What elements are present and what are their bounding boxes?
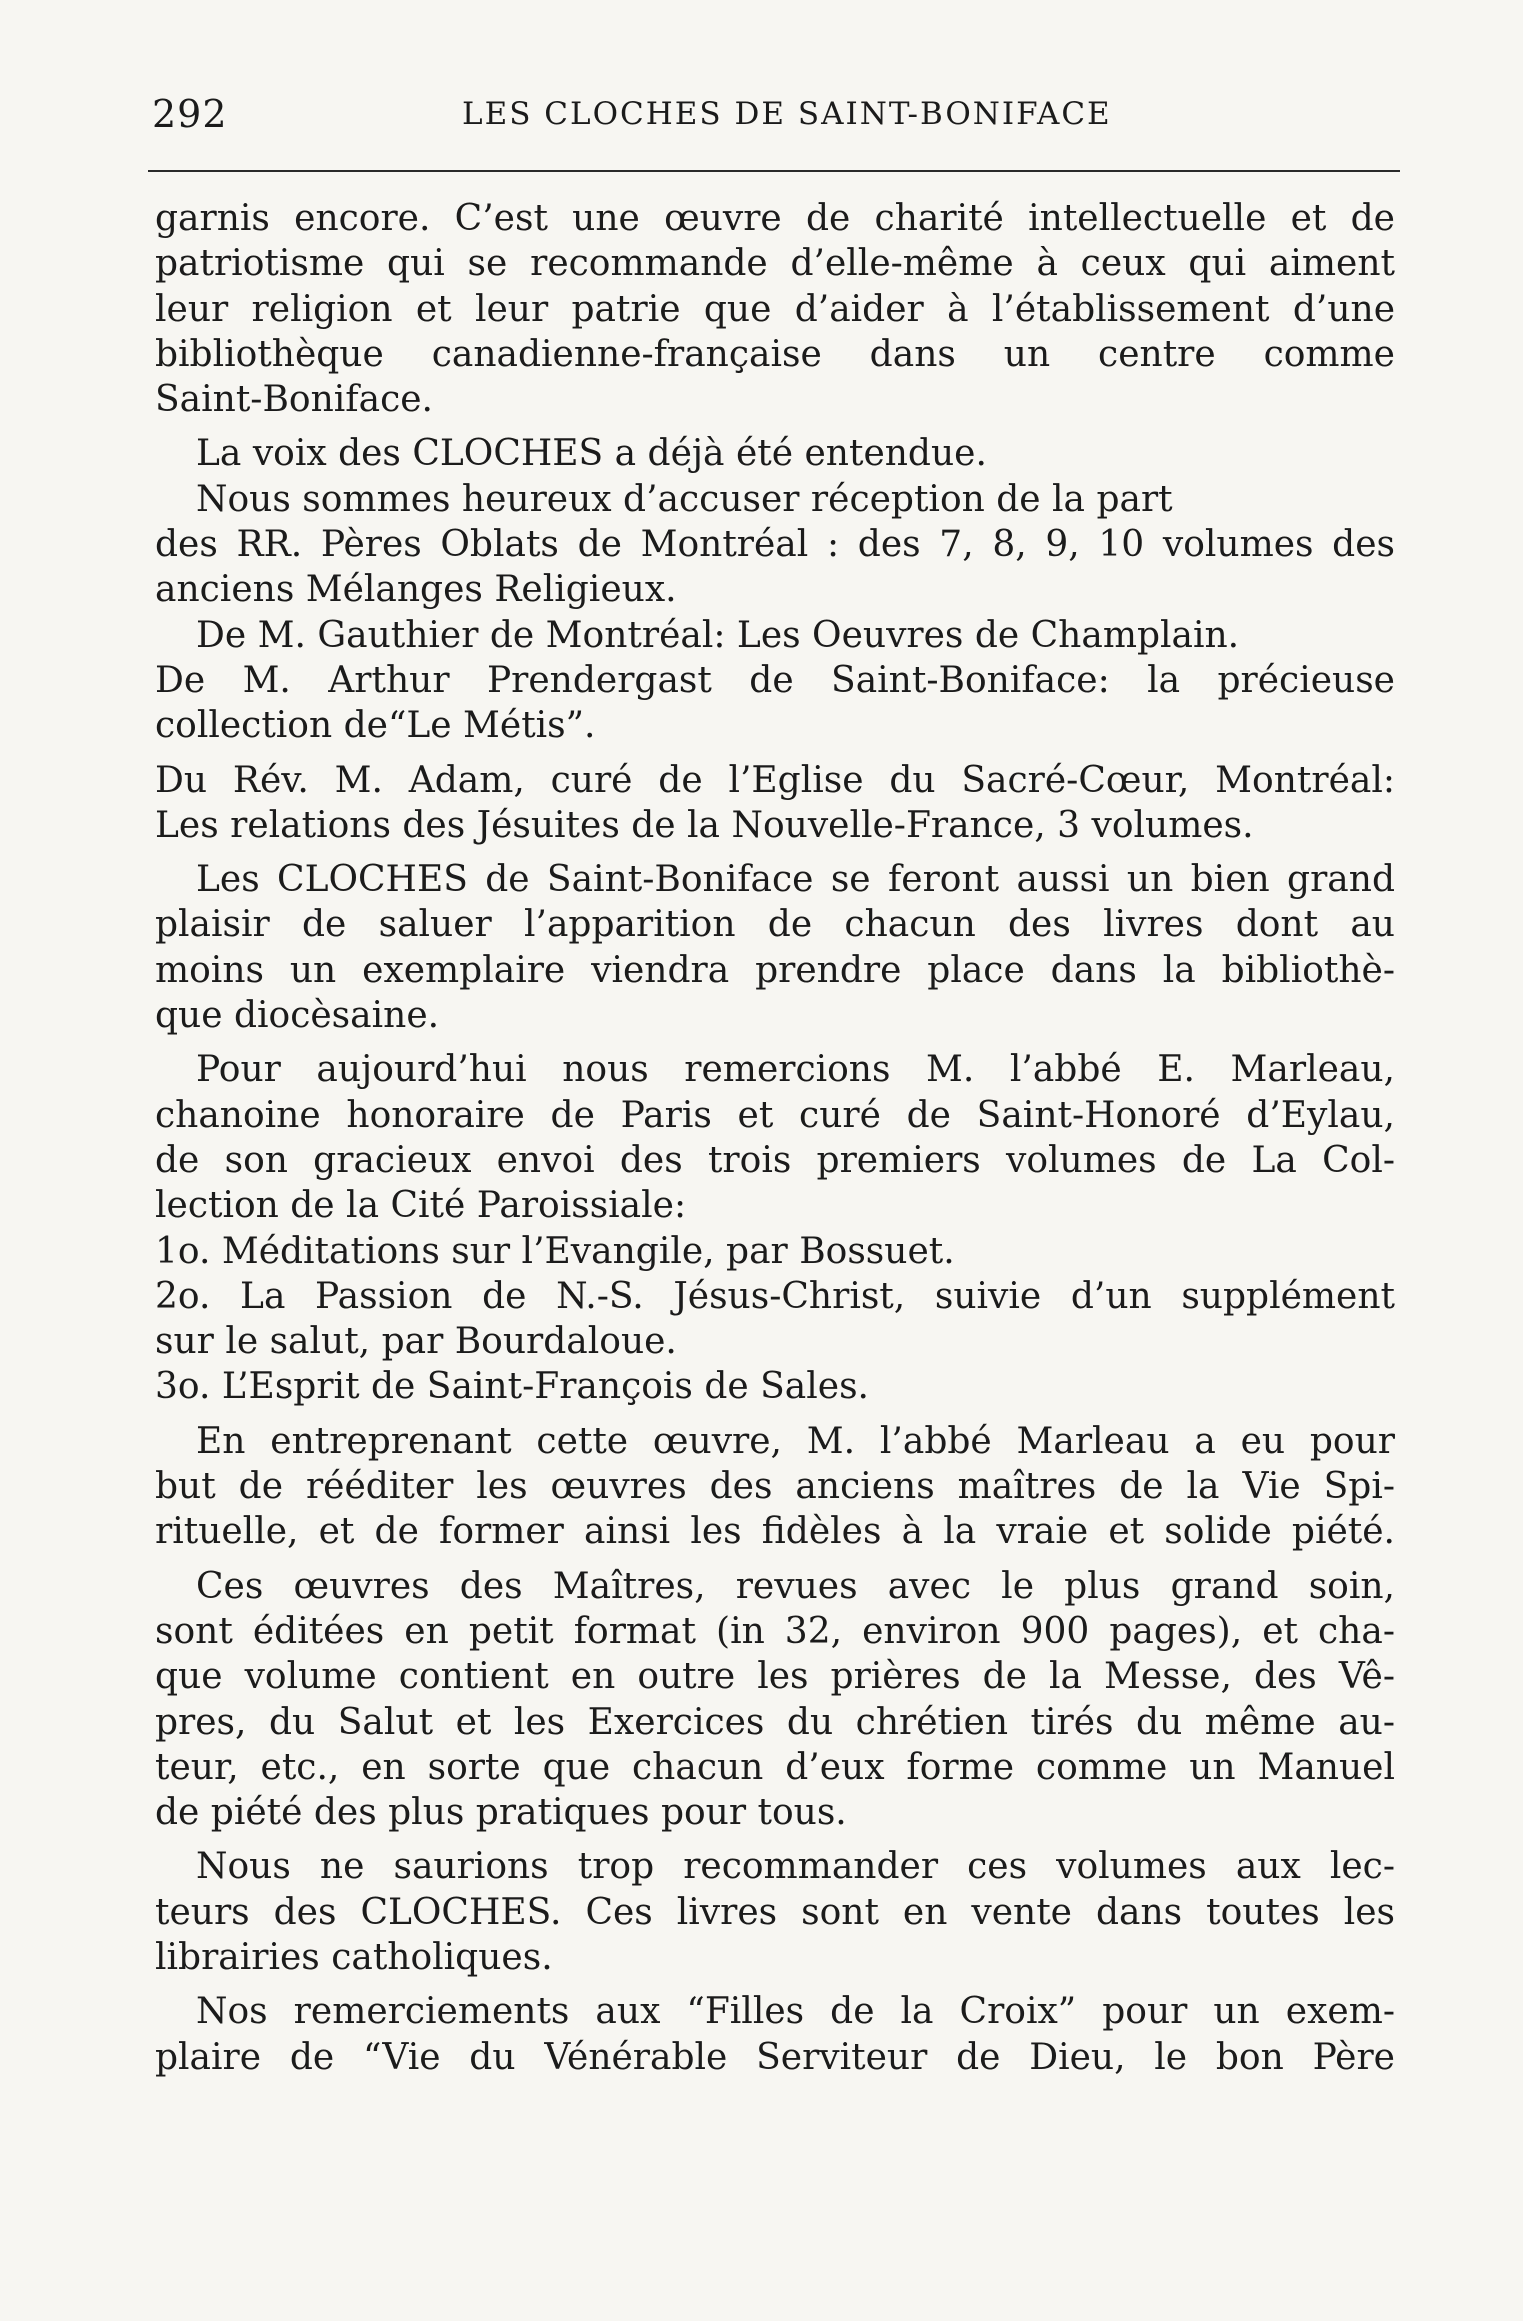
text-line: De M. Gauthier de Montréal: Les Oeuvres de Champlain. [196,614,1240,656]
page-number: 292 [152,92,228,136]
text-line: que diocèsaine. [155,995,440,1037]
text-line: plaire de “Vie du Vénérable Serviteur de Dieu, le bon Père [155,2036,1395,2078]
list-item: 1o. Méditations sur l’Evangile, par Bossuet. [155,1230,955,1272]
page-header [152,92,1400,142]
text-line: lection de la Cité Paroissiale: [155,1185,687,1227]
text-line: chanoine honoraire de Paris et curé de Saint-Honoré d’Eylau, [155,1094,1395,1136]
text-line: rituelle, et de former ainsi les fidèles à la vraie et solide piété. [155,1511,1395,1553]
text-line: librairies catholiques. [155,1936,553,1978]
text-line: plaisir de saluer l’apparition de chacun des livres dont au [155,904,1395,946]
text-line: Les CLOCHES de Saint-Boniface se feront aussi un bien grand [196,859,1395,901]
list-item: sur le salut, par Bourdaloue. [155,1321,677,1363]
text-line: Du Rév. M. Adam, curé de l’Eglise du Sacré-Cœur, Montréal: [155,759,1395,801]
text-line: patriotisme qui se recommande d’elle-même à ceux qui aiment [155,243,1395,285]
list-item: 3o. L’Esprit de Saint-François de Sales. [155,1366,869,1408]
text-line: bibliothèque canadienne-française dans un centre comme [155,333,1395,375]
text-line: Saint-Boniface. [155,379,433,421]
text-line: de piété des plus pratiques pour tous. [155,1792,847,1834]
text-line: Nos remerciements aux “Filles de la Croix” pour un exem- [196,1991,1395,2033]
text-line: garnis encore. C’est une œuvre de charité intellectuelle et de [155,198,1395,239]
text-line: collection de“Le Métis”. [155,705,596,747]
text-line: moins un exemplaire viendra prendre place dans la bibliothè- [155,949,1395,991]
text-line: que volume contient en outre les prières de la Messe, des Vê- [155,1656,1395,1698]
list-item: 2o. La Passion de N.-S. Jésus-Christ, suivie d’un supplément [155,1275,1395,1317]
text-line: Nous sommes heureux d’accuser réception de la part [196,478,1173,520]
running-title: LES CLOCHES DE SAINT-BONIFACE [462,96,1112,132]
text-line: teur, etc., en sorte que chacun d’eux forme comme un Manuel [155,1746,1395,1788]
text-line: Pour aujourd’hui nous remercions M. l’abbé E. Marleau, [196,1049,1395,1091]
text-line: leur religion et leur patrie que d’aider à l’établissement d’une [155,288,1395,330]
text-line: Les relations des Jésuites de la Nouvelle-France, 3 volumes. [155,804,1254,846]
body-text [155,196,1395,2080]
text-line: De M. Arthur Prendergast de Saint-Boniface: la précieuse [155,659,1395,701]
text-line: des RR. Pères Oblats de Montréal : des 7, 8, 9, 10 volumes des [155,524,1395,566]
text-line: but de rééditer les œuvres des anciens maîtres de la Vie Spi- [155,1466,1395,1508]
header-rule [148,170,1400,172]
text-line: pres, du Salut et les Exercices du chrétien tirés du même au- [155,1701,1395,1743]
text-line: sont éditées en petit format (in 32, environ 900 pages), et cha- [155,1610,1395,1652]
text-line: Ces œuvres des Maîtres, revues avec le plus grand soin, [196,1565,1395,1607]
text-line: de son gracieux envoi des trois premiers volumes de La Col- [155,1139,1395,1181]
text-line: En entreprenant cette œuvre, M. l’abbé Marleau a eu pour [196,1420,1395,1462]
text-line: Nous ne saurions trop recommander ces volumes aux lec- [196,1846,1395,1888]
text-line: La voix des CLOCHES a déjà été entendue. [196,433,987,475]
text-line: anciens Mélanges Religieux. [155,569,677,611]
text-line: teurs des CLOCHES. Ces livres sont en vente dans toutes les [155,1891,1395,1933]
